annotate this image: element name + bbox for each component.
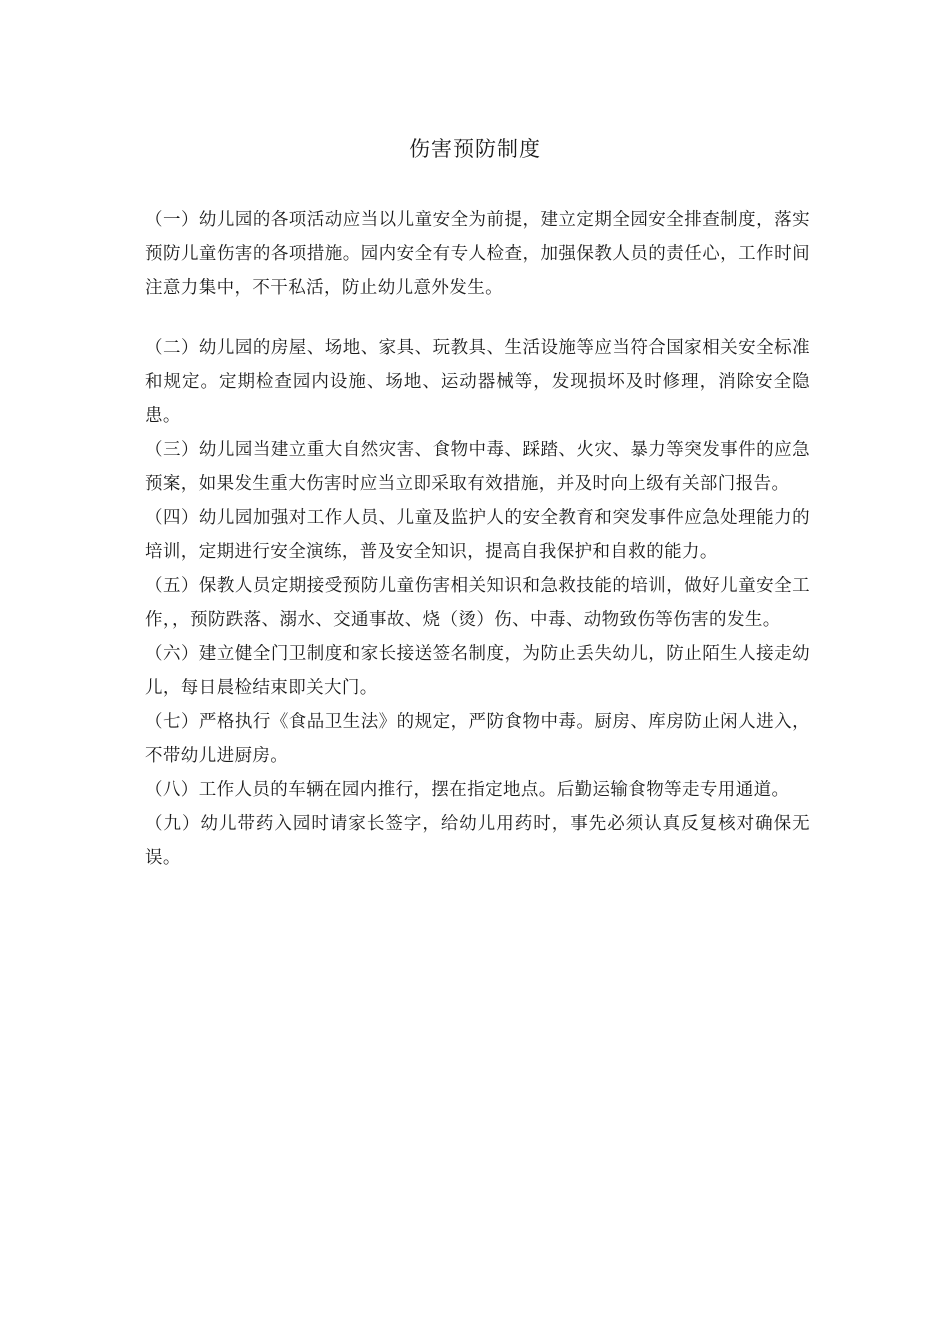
document-title: 伤害预防制度 <box>409 137 541 161</box>
clause-4: （四）幼儿园加强对工作人员、儿童及监护人的安全教育和突发事件应急处理能力的培训，定期进行安全演练，普及安全知识，提高自我保护和自救的能力。 <box>145 508 810 562</box>
document-body <box>145 203 810 875</box>
clause-3: （三）幼儿园当建立重大自然灾害、食物中毒、踩踏、火灾、暴力等突发事件的应急预案，如果发生重大伤害时应当立即采取有效措施，并及时向上级有关部门报告。 <box>145 440 810 494</box>
clause-8: （八）工作人员的车辆在园内推行，摆在指定地点。后勤运输食物等走专用通道。 <box>145 780 790 800</box>
clause-5: （五）保教人员定期接受预防儿童伤害相关知识和急救技能的培训，做好儿童安全工作，，预防跌落、溺水、交通事故、烧（烫）伤、中毒、动物致伤等伤害的发生。 <box>145 576 810 630</box>
clause-7: （七）严格执行《食品卫生法》的规定，严防食物中毒。厨房、库房防止闲人进入，不带幼儿进厨房。 <box>145 712 810 766</box>
clause-1: （一）幼儿园的各项活动应当以儿童安全为前提，建立定期全园安全排查制度，落实预防儿童伤害的各项措施。园内安全有专人检查，加强保教人员的责任心，工作时间注意力集中，不干私活，防止幼儿意外发生。 <box>145 210 810 298</box>
clause-2: （二）幼儿园的房屋、场地、家具、玩教具、生活设施等应当符合国家相关安全标准和规定。定期检查园内设施、场地、运动器械等，发现损坏及时修理，消除安全隐患。 <box>145 338 810 426</box>
clause-6: （六）建立健全门卫制度和家长接送签名制度，为防止丢失幼儿，防止陌生人接走幼儿，每日晨检结束即关大门。 <box>145 644 810 698</box>
clause-9: （九）幼儿带药入园时请家长签字，给幼儿用药时，事先必须认真反复核对确保无误。 <box>145 814 810 868</box>
